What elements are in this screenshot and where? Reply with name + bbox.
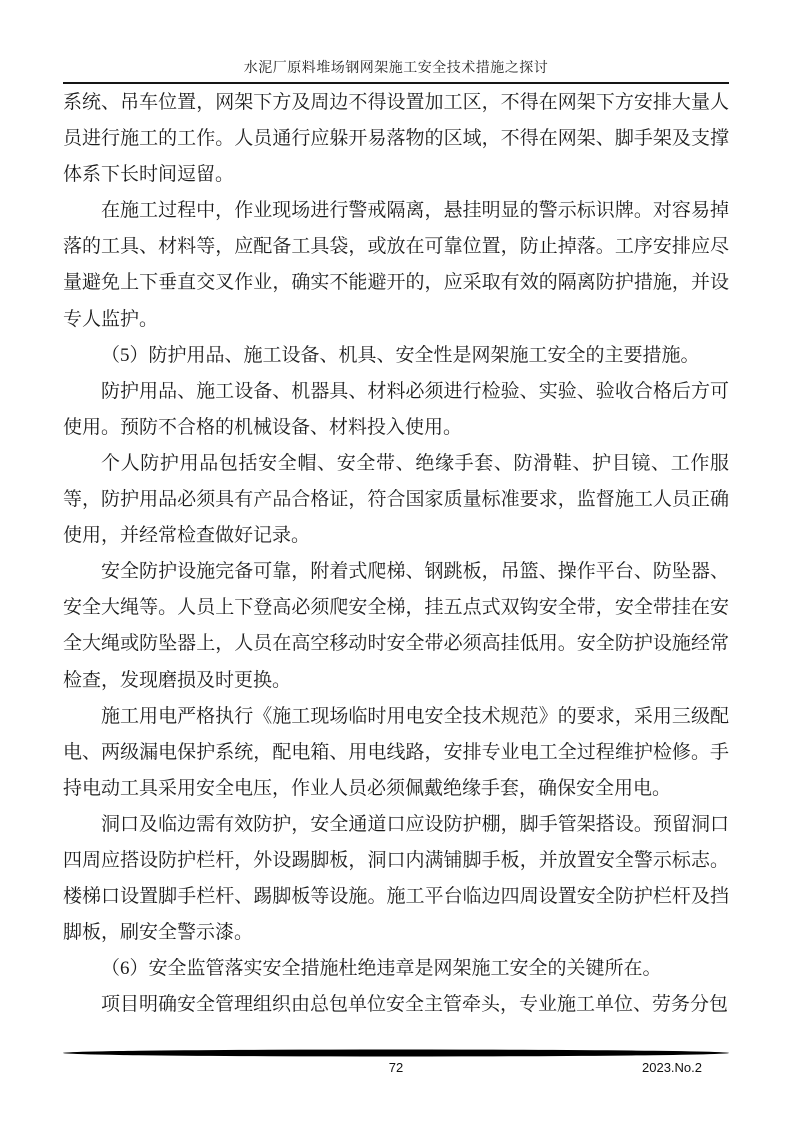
page-header (63, 59, 729, 84)
header-rule (63, 82, 729, 84)
footer-text-row (63, 1058, 729, 1076)
paragraph-item-5: （5）防护用品、施工设备、机具、安全性是网架施工安全的主要措施。 (101, 344, 700, 366)
page-footer (63, 1049, 729, 1076)
paragraph: 个人防护用品包括安全帽、安全带、绝缘手套、防滑鞋、护目镜、工作服等，防护用品必须具有产品合格证，符合国家质量标准要求，监督施工人员正确使用，并经常检查做好记录。 (63, 452, 729, 547)
paragraph-continuation: 系统、吊车位置，网架下方及周边不得设置加工区，不得在网架下方安排大量人员进行施工的工作。人员通行应躲开易落物的区域，不得在网架、脚手架及支撑体系下长时间逗留。 (63, 92, 729, 186)
running-head-title: 水泥厂原料堆场钢网架施工安全技术措施之探讨 (243, 61, 549, 76)
paragraph: 在施工过程中，作业现场进行警戒隔离，悬挂明显的警示标识牌。对容易掉落的工具、材料等，应配备工具袋，或放在可靠位置，防止掉落。工序安排应尽量避免上下垂直交叉作业，确实不能避开的，应采取有效的隔离防护措施，并设专人监护。 (63, 200, 729, 330)
paragraph: 防护用品、施工设备、机器具、材料必须进行检验、实验、验收合格后方可使用。预防不合格的机械设备、材料投入使用。 (63, 380, 729, 438)
paragraph: 施工用电严格执行《施工现场临时用电安全技术规范》的要求，采用三级配电、两级漏电保护系统，配电箱、用电线路，安排专业电工全过程维护检修。手持电动工具采用安全电压，作业人员必须佩戴绝缘手套，确保安全用电。 (63, 705, 729, 799)
page-number: 72 (388, 1060, 404, 1075)
footer-divider-bar (63, 1049, 729, 1057)
issue-number: 2023.No.2 (642, 1060, 702, 1075)
paragraph-item-6: （6）安全监管落实安全措施杜绝违章是网架施工安全的关键所在。 (101, 958, 662, 980)
paragraph: 安全防护设施完备可靠，附着式爬梯、钢跳板，吊篮、操作平台、防坠器、安全大绳等。人员上下登高必须爬安全梯，挂五点式双钩安全带，安全带挂在安全大绳或防坠器上，人员在高空移动时安全带必须高挂低用。安全防护设施经常检查，发现磨损及时更换。 (63, 561, 729, 691)
paragraph: 洞口及临边需有效防护，安全通道口应设防护棚，脚手管架搭设。预留洞口四周应搭设防护栏杆，外设踢脚板，洞口内满铺脚手板，并放置安全警示标志。楼梯口设置脚手栏杆、踢脚板等设施。施工平台临边四周设置安全防护栏杆及挡脚板，刷安全警示漆。 (63, 813, 729, 944)
article-body (63, 85, 729, 1023)
paragraph-incomplete: 项目明确安全管理组织由总包单位安全主管牵头，专业施工单位、劳务分包 (101, 994, 729, 1016)
